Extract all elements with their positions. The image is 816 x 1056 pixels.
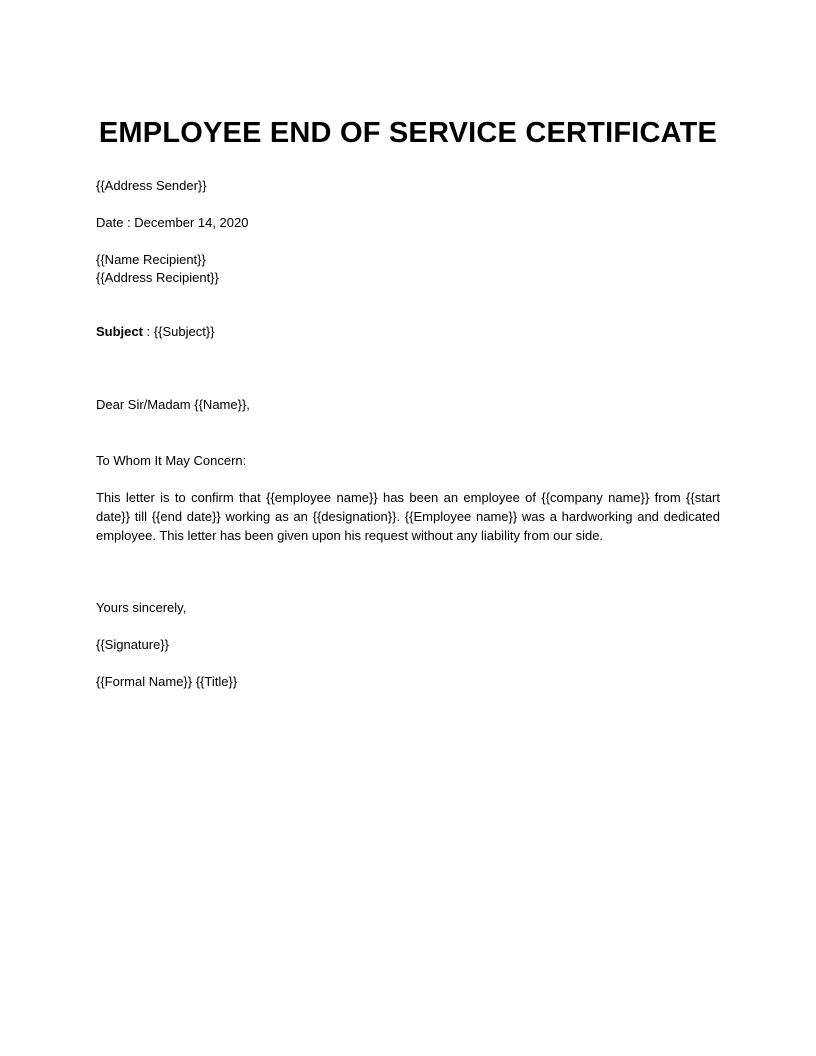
address-sender: {{Address Sender}}	[96, 178, 207, 193]
signature-placeholder: {{Signature}}	[96, 637, 170, 652]
closing: Yours sincerely,	[96, 600, 187, 615]
subject-value: : {{Subject}}	[142, 324, 215, 339]
formal-name-title: {{Formal Name}} {{Title}}	[96, 674, 238, 689]
subject-label: Subject	[96, 324, 143, 339]
body-paragraph: This letter is to confirm that {{employee name}} has been an employee of {{company name}} from {{start date}} till {{end date}} working as an {{designation}}. {{Employee name}} was a hardworking and dedicated employee. This letter has been given upon his request without any liability from our side.	[96, 490, 720, 543]
salutation: Dear Sir/Madam {{Name}},	[96, 397, 250, 412]
document-title: EMPLOYEE END OF SERVICE CERTIFICATE	[98, 117, 718, 149]
concern-line: To Whom It May Concern:	[96, 453, 247, 468]
subject-line	[96, 323, 215, 341]
name-recipient: {{Name Recipient}}	[96, 252, 206, 267]
date-line: Date : December 14, 2020	[96, 215, 249, 230]
address-recipient: {{Address Recipient}}	[96, 270, 219, 285]
